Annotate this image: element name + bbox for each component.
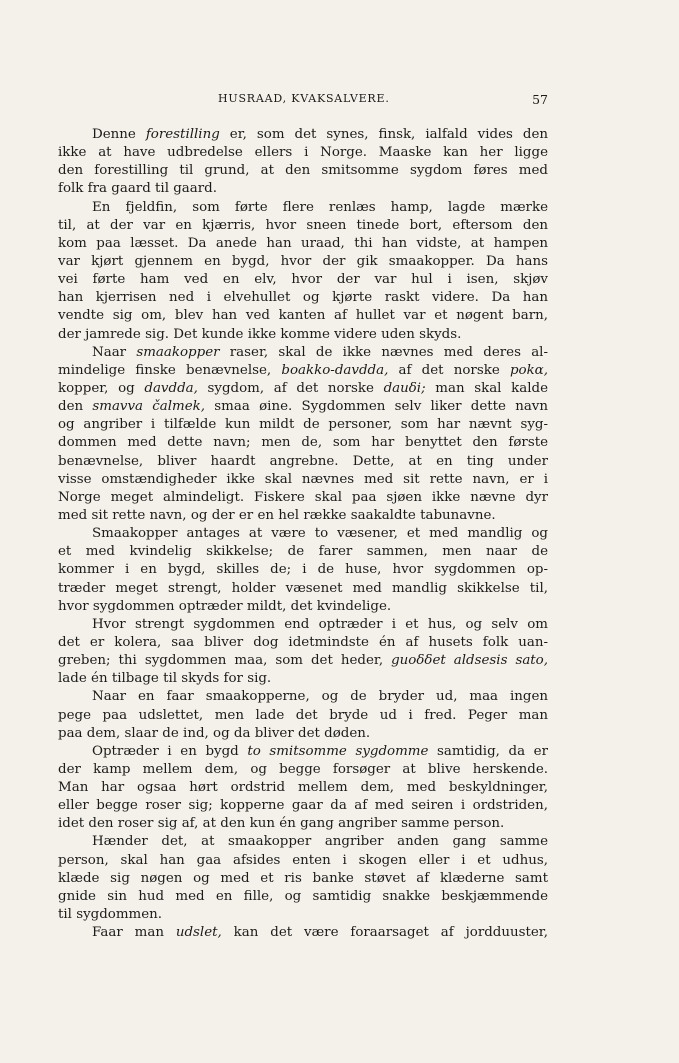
italic-term: pokα, bbox=[509, 362, 548, 378]
text-line bbox=[58, 852, 548, 870]
text-line bbox=[58, 761, 548, 779]
text-segment: kan det være foraarsaget af jordduuster, bbox=[221, 925, 548, 941]
text-segment: kommer i en bygd, skilles de; i de huse, hvor sygdommen op- bbox=[58, 562, 548, 578]
italic-term: forestilling bbox=[145, 127, 220, 142]
text-line bbox=[58, 434, 548, 452]
text-segment: Naar bbox=[92, 344, 137, 360]
text-segment: er, som det synes, finsk, ialfald vides den bbox=[219, 127, 548, 142]
text-segment: Naar en faar smaakopperne, og de bryder ud, maa ingen bbox=[92, 689, 548, 705]
text-line bbox=[58, 126, 548, 144]
text-line bbox=[58, 362, 548, 380]
text-line bbox=[58, 652, 548, 670]
text-segment: han kjerrisen ned i elvehullet og kjørte raskt videre. Da han bbox=[58, 290, 548, 306]
italic-term: davdda, bbox=[144, 380, 198, 396]
text-line bbox=[58, 670, 548, 688]
text-segment: et med kvindelig skikkelse; de farer sammen, men naar de bbox=[58, 544, 548, 560]
text-line bbox=[58, 217, 548, 235]
text-line bbox=[58, 199, 548, 217]
text-line bbox=[58, 162, 548, 180]
text-segment: pege paa udslettet, men lade det bryde ud i fred. Peger man bbox=[58, 707, 548, 723]
text-segment: eller begge roser sig; kopperne gaar da af med seiren i ordstriden, bbox=[58, 798, 548, 814]
text-line bbox=[58, 797, 548, 815]
text-segment: klæde sig nøgen og med et ris banke støvet af klæderne samt bbox=[58, 870, 548, 886]
italic-term: smavva čalmek, bbox=[92, 399, 206, 415]
text-line bbox=[58, 271, 548, 289]
text-line bbox=[58, 725, 548, 743]
text-segment: det er kolera, saa bliver dog idetmindste én af husets folk uan- bbox=[58, 634, 548, 650]
text-line bbox=[58, 453, 548, 471]
text-line bbox=[58, 507, 548, 525]
text-segment: og angriber i tilfælde kun mildt de personer, som har nævnt syg- bbox=[58, 417, 548, 433]
text-line bbox=[58, 416, 548, 434]
text-line bbox=[58, 815, 548, 833]
text-segment: Hænder det, at smaakopper angriber anden gang samme bbox=[92, 834, 548, 850]
italic-term: smaakopper bbox=[136, 344, 220, 360]
text-line bbox=[58, 235, 548, 253]
text-segment: benævnelse, bliver haardt angrebne. Dette, at en ting under bbox=[58, 453, 548, 469]
text-segment: træder meget strengt, holder væsenet med mandlig skikkelse til, bbox=[58, 580, 548, 596]
text-segment: dommen med dette navn; men de, som har benyttet den første bbox=[58, 435, 548, 451]
text-segment: Hvor strengt sygdommen end optræder i et hus, og selv om bbox=[92, 616, 548, 632]
italic-term: dauδi; bbox=[383, 380, 426, 396]
text-line bbox=[58, 598, 548, 616]
text-segment: Man har ogsaa hørt ordstrid mellem dem, med beskyldninger, bbox=[58, 780, 548, 796]
body-text bbox=[58, 126, 548, 942]
text-segment: af det norske bbox=[388, 362, 510, 378]
text-segment: raser, skal de ikke nævnes med deres al- bbox=[219, 344, 548, 360]
text-line bbox=[58, 489, 548, 507]
text-segment: vei førte ham ved en elv, hvor der var hul i isen, skjøv bbox=[58, 272, 548, 288]
text-line bbox=[58, 833, 548, 851]
text-segment: samtidig, da er bbox=[428, 743, 548, 759]
text-segment: Faar man bbox=[92, 925, 176, 941]
text-segment: der jamrede sig. Det kunde ikke komme videre uden skyds. bbox=[58, 326, 462, 342]
text-line bbox=[58, 707, 548, 725]
text-segment: den bbox=[58, 399, 93, 415]
text-line bbox=[58, 906, 548, 924]
text-segment: Denne bbox=[92, 127, 146, 142]
text-line bbox=[58, 543, 548, 561]
text-line bbox=[58, 779, 548, 797]
text-line bbox=[58, 688, 548, 706]
text-line bbox=[58, 525, 548, 543]
text-line bbox=[58, 561, 548, 579]
text-line bbox=[58, 580, 548, 598]
text-line bbox=[58, 144, 548, 162]
text-segment: man skal kalde bbox=[425, 380, 548, 396]
text-segment: gnide sin hud med en fille, og samtidig snakke beskjæmmende bbox=[58, 888, 548, 904]
text-segment: kopper, og bbox=[58, 380, 145, 396]
text-line bbox=[58, 634, 548, 652]
text-line bbox=[58, 289, 548, 307]
text-line bbox=[58, 398, 548, 416]
text-line bbox=[58, 253, 548, 271]
text-line bbox=[58, 924, 548, 942]
page-header bbox=[58, 92, 548, 112]
text-segment: den forestilling til grund, at den smitsomme sygdom føres med bbox=[58, 163, 548, 179]
text-segment: idet den roser sig af, at den kun én gang angriber samme person. bbox=[58, 816, 505, 832]
italic-term: boakko-davdda, bbox=[281, 362, 389, 378]
text-segment: hvor sygdommen optræder mildt, det kvindelige. bbox=[58, 598, 392, 614]
text-segment: vendte sig om, blev han ved kanten af hullet var et nøgent barn, bbox=[58, 308, 548, 324]
text-segment: lade én tilbage til skyds for sig. bbox=[58, 671, 272, 687]
text-segment: med sit rette navn, og der er en hel række saakaldte tabunavne. bbox=[58, 507, 496, 523]
text-segment: til sygdommen. bbox=[58, 907, 163, 923]
text-line bbox=[58, 870, 548, 888]
text-line bbox=[58, 471, 548, 489]
running-head: HUSRAAD, KVAKSALVERE. bbox=[218, 92, 390, 105]
text-line bbox=[58, 180, 548, 198]
text-line bbox=[58, 307, 548, 325]
text-segment: smaa øine. Sygdommen selv liker dette navn bbox=[205, 399, 548, 415]
text-segment: ikke at have udbredelse ellers i Norge. Maaske kan her ligge bbox=[58, 145, 548, 161]
text-segment: greben; thi sygdommen maa, som det heder, bbox=[58, 653, 392, 669]
text-segment: Norge meget almindeligt. Fiskere skal paa sjøen ikke nævne dyr bbox=[58, 489, 548, 505]
text-segment: En fjeldfin, som førte flere renlæs hamp, lagde mærke bbox=[92, 199, 548, 215]
text-line bbox=[58, 344, 548, 362]
text-segment: til, at der var en kjærris, hvor sneen tinede bort, eftersom den bbox=[58, 217, 548, 233]
text-segment: person, skal han gaa afsides enten i skogen eller i et udhus, bbox=[58, 852, 548, 868]
text-line bbox=[58, 326, 548, 344]
italic-term: to smitsomme sygdomme bbox=[247, 743, 429, 759]
text-segment: mindelige finske benævnelse, bbox=[58, 362, 282, 378]
text-segment: var kjørt gjennem en bygd, hvor der gik smaakopper. Da hans bbox=[58, 253, 548, 269]
text-line bbox=[58, 616, 548, 634]
text-line bbox=[58, 743, 548, 761]
text-segment: kom paa læsset. Da anede han uraad, thi han vidste, at hampen bbox=[58, 235, 548, 251]
text-line bbox=[58, 888, 548, 906]
page-number: 57 bbox=[532, 92, 548, 107]
text-segment: folk fra gaard til gaard. bbox=[58, 181, 218, 197]
italic-term: udslet, bbox=[175, 925, 222, 941]
text-line bbox=[58, 380, 548, 398]
text-segment: Optræder i en bygd bbox=[92, 743, 248, 759]
text-segment: visse omstændigheder ikke skal nævnes med sit rette navn, er i bbox=[58, 471, 548, 487]
italic-term: guoδδet aldsesis sato, bbox=[391, 653, 548, 669]
text-segment: paa dem, slaar de ind, og da bliver det døden. bbox=[58, 725, 371, 741]
text-segment: der kamp mellem dem, og begge forsøger at blive herskende. bbox=[58, 761, 548, 777]
text-segment: sygdom, af det norske bbox=[197, 380, 384, 396]
text-segment: Smaakopper antages at være to væsener, et med mandlig og bbox=[92, 526, 548, 542]
